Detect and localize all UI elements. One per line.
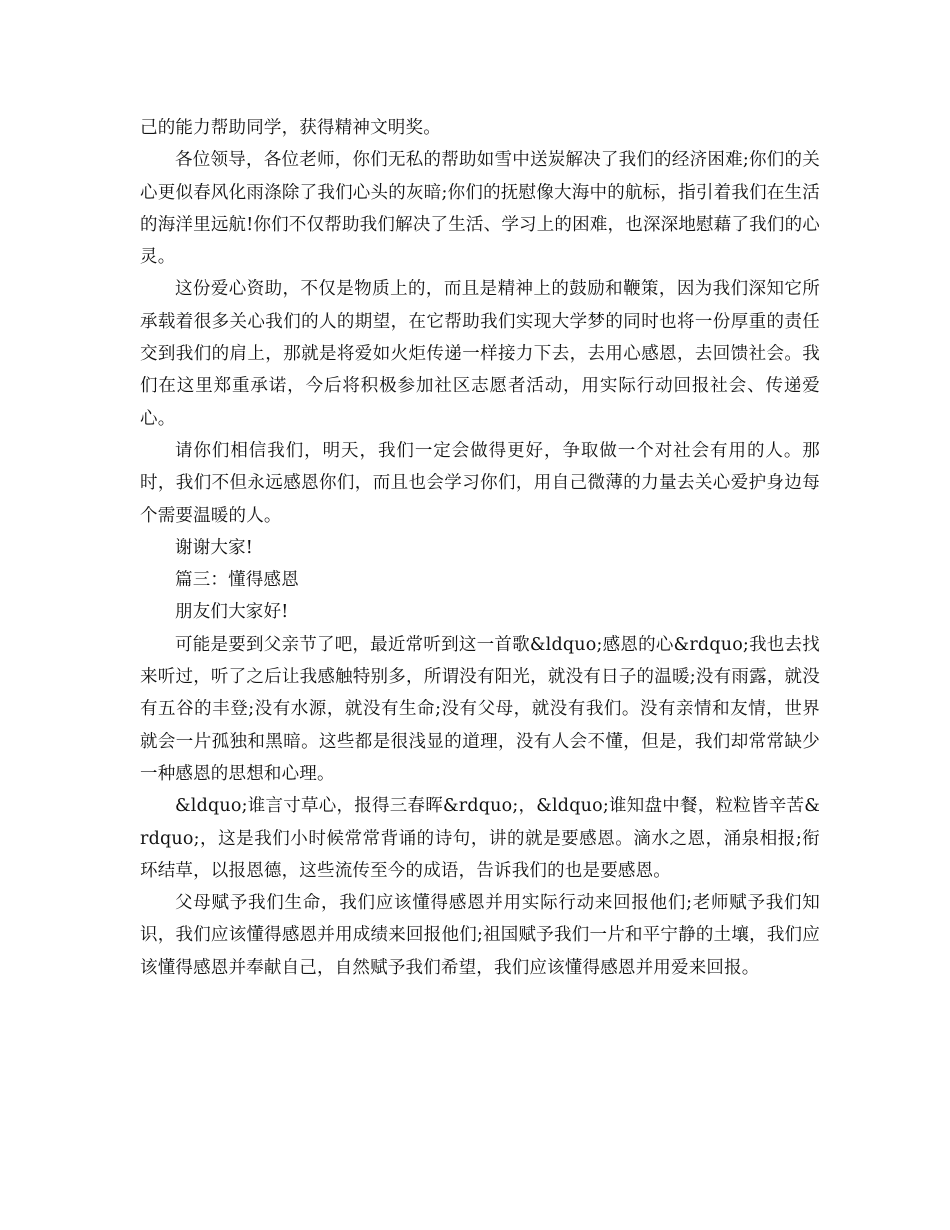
- paragraph-4: 请你们相信我们，明天，我们一定会做得更好，争取做一个对社会有用的人。那时，我们不但永远感恩你们，而且也会学习你们，用自己微薄的力量去关心爱护身边每个需要温暖的人。: [140, 440, 820, 526]
- paragraph-7: 朋友们大家好!: [175, 602, 289, 623]
- paragraph-2: 各位领导，各位老师，你们无私的帮助如雪中送炭解决了我们的经济困难;你们的关心更似春风化雨涤除了我们心头的灰暗;你们的抚慰像大海中的航标，指引着我们在生活的海洋里远航!你们不仅帮助我们解决了生活、学习上的困难，也深深地慰藉了我们的心灵。: [140, 150, 820, 268]
- paragraph-8: 可能是要到父亲节了吧，最近常听到这一首歌&ldquo;感恩的心&rdquo;我也去找来听过，听了之后让我感触特别多，所谓没有阳光，就没有日子的温暖;没有雨露，就没有五谷的丰登;没有水源，就没有生命;没有父母，就没有我们。没有亲情和友情，世界就会一片孤独和黑暗。这些都是很浅显的道理，没有人会不懂，但是，我们却常常缺少一种感恩的思想和心理。: [140, 634, 820, 784]
- paragraph-9: &ldquo;谁言寸草心，报得三春晖&rdquo;，&ldquo;谁知盘中餐，粒粒皆辛苦&rdquo;，这是我们小时候常常背诵的诗句，讲的就是要感恩。滴水之恩，涌泉相报;衔环结草，以报恩德，这些流传至今的成语，告诉我们的也是要感恩。: [140, 796, 820, 881]
- paragraph-3: 这份爱心资助，不仅是物质上的，而且是精神上的鼓励和鞭策，因为我们深知它所承载着很多关心我们的人的期望，在它帮助我们实现大学梦的同时也将一份厚重的责任交到我们的肩上，那就是将爱如火炬传递一样接力下去，去用心感恩，去回馈社会。我们在这里郑重承诺，今后将积极参加社区志愿者活动，用实际行动回报社会、传递爱心。: [140, 279, 820, 429]
- section-heading: 篇三：懂得感恩: [175, 570, 299, 591]
- paragraph-10: 父母赋予我们生命，我们应该懂得感恩并用实际行动来回报他们;老师赋予我们知识，我们应该懂得感恩并用成绩来回报他们;祖国赋予我们一片和平宁静的土壤，我们应该懂得感恩并奉献自己，自然赋予我们希望，我们应该懂得感恩并用爱来回报。: [140, 893, 820, 978]
- paragraph-1: 己的能力帮助同学，获得精神文明奖。: [140, 118, 441, 138]
- document-page: [140, 112, 820, 984]
- paragraph-5: 谢谢大家!: [175, 537, 254, 558]
